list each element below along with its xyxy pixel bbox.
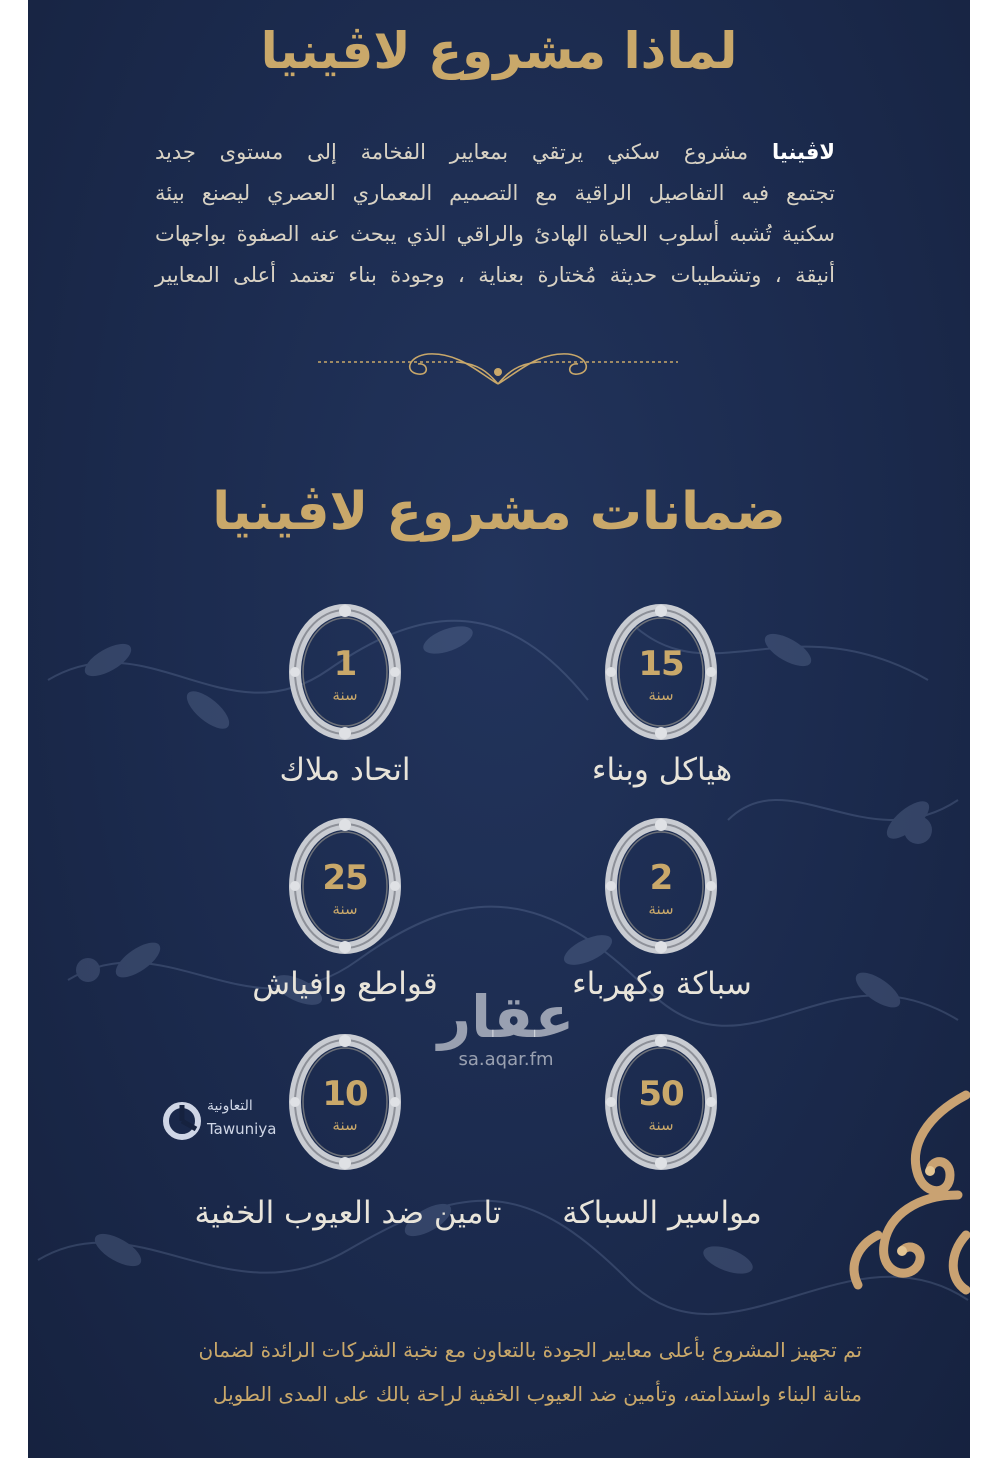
guarantee-years: 10 [322, 1074, 368, 1114]
page-title: لماذا مشروع لاڤينيا [260, 22, 738, 80]
guarantee-ring-plumbing-electric [601, 816, 721, 956]
guarantee-unit: سنة [332, 686, 358, 704]
guarantees-title: ضمانات مشروع لاڤينيا [212, 482, 786, 542]
intro-paragraph [155, 132, 835, 296]
intro-line-2: تجتمع فيه التفاصيل الراقية مع التصميم المعماري العصري ليصنع بيئة [155, 181, 835, 205]
guarantee-unit: سنة [648, 900, 674, 918]
guarantee-unit: سنة [332, 900, 358, 918]
watermark-url: sa.aqar.fm [458, 1049, 554, 1070]
guarantee-ring-owners [285, 602, 405, 742]
guarantee-label: هياكل وبناء [591, 752, 733, 788]
guarantee-years: 15 [638, 644, 684, 684]
tawuniya-logo [161, 1098, 276, 1144]
poster [28, 0, 970, 1458]
guarantee-unit: سنة [648, 686, 674, 704]
watermark-brand: عقار [437, 983, 575, 1051]
guarantee-ring-switches [285, 816, 405, 956]
guarantee-years: 25 [322, 858, 368, 898]
guarantee-ring-insurance [285, 1032, 405, 1172]
guarantee-label: قواطع وافياش [252, 966, 438, 1002]
ornament-divider [308, 342, 688, 392]
guarantee-unit: سنة [332, 1116, 358, 1134]
brand-name: لاڤينيا [772, 140, 835, 164]
partner-name-en: Tawuniya [207, 1120, 277, 1138]
footer-line-2: متانة البناء واستدامته، وتأمين ضد العيوب الخفية لراحة بالك على المدى الطويل [212, 1382, 862, 1406]
guarantee-ring-pipes [601, 1032, 721, 1172]
intro-line-1: مشروع سكني يرتقي بمعايير الفخامة إلى مستوى جديد [155, 140, 749, 164]
guarantee-ring-structure [601, 602, 721, 742]
partner-name-ar: التعاونية [207, 1098, 253, 1114]
guarantee-label: سباكة وكهرباء [572, 966, 752, 1002]
guarantee-label: مواسير السباكة [562, 1195, 762, 1231]
gold-scroll-ornament [838, 1085, 970, 1295]
intro-line-4: أنيقة ، وتشطيبات حديثة مُختارة بعناية ، وجودة بناء تعتمد أعلى المعايير [155, 263, 835, 287]
guarantee-unit: سنة [648, 1116, 674, 1134]
guarantee-label: تامين ضد العيوب الخفية [194, 1195, 502, 1231]
aqar-watermark [426, 985, 586, 1070]
guarantee-label: اتحاد ملاك [279, 752, 411, 788]
guarantee-years: 1 [333, 644, 357, 684]
footer-line-1: تم تجهيز المشروع بأعلى معايير الجودة بالتعاون مع نخبة الشركات الرائدة لضمان [198, 1338, 862, 1362]
footer-paragraph [152, 1328, 862, 1416]
tawuniya-logo-icon [161, 1100, 203, 1142]
guarantee-years: 50 [638, 1074, 684, 1114]
guarantee-years: 2 [649, 858, 673, 898]
intro-line-3: سكنية تُشبه أسلوب الحياة الهادئ والراقي الذي يبحث عنه الصفوة بواجهات [155, 222, 835, 246]
